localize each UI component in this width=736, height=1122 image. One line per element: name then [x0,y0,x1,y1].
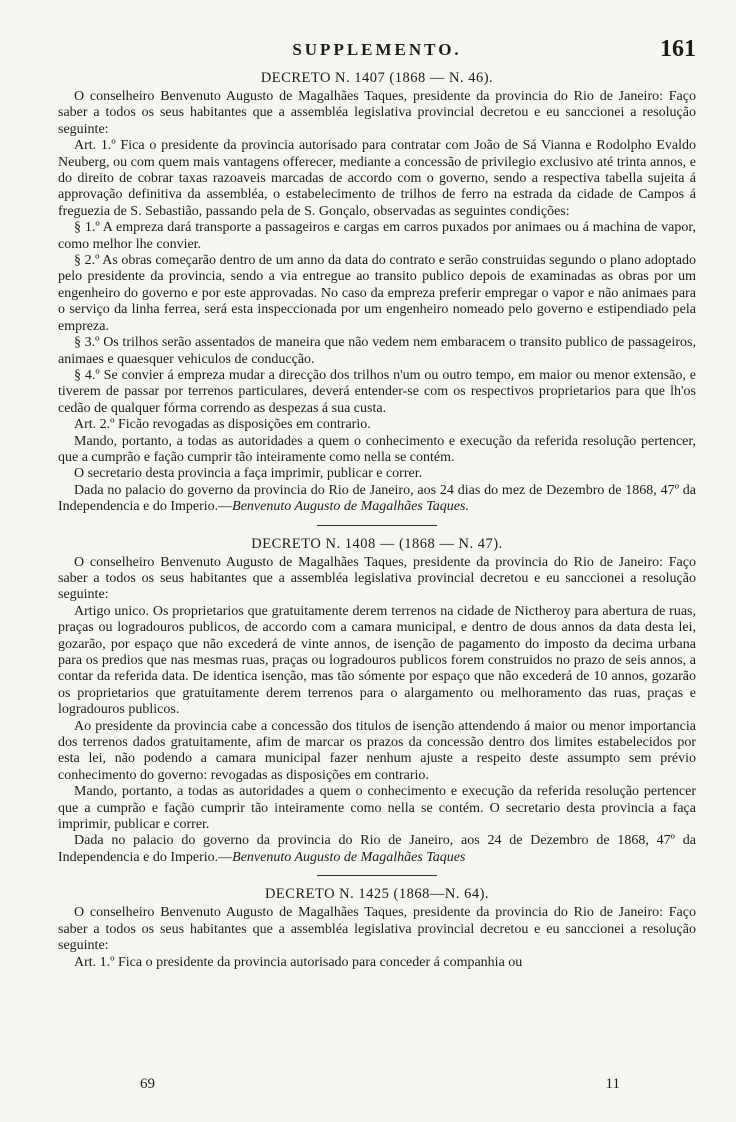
article-2: Art. 2.º Ficão revogadas as disposições em contrario. [74,417,371,433]
single-article: Artigo unico. Os proprietarios que gratuitamente derem terrenos na cidade de Nictheroy para abertura de ruas, praças ou logradouros publicos, de accordo com a camara municipal, e dentro de dous annos da data desta lei, gozarão, por espaço que não excederá de vinte annos, de isenção de pagamento do imposto da decima urbana para os predios que nas mesmas ruas, praças ou logradouros publicos forem construidos no prazo de seis annos, a contar da referida data. De identica isenção, mas tão sómente por espaço que não excederá de 10 annos, gozarão os proprietarios que gratuitamente derem terrenos para o alargamento ou melhoramento das ruas, praças e logradouros publicos. [58,603,696,718]
article-1: Art. 1.º Fica o presidente da provincia autorisado para conceder á companhia ou [74,954,523,970]
preamble: O conselheiro Benvenuto Augusto de Magalhães Taques, presidente da provincia do Rio de Janeiro: Faço saber a todos os seus habitantes que a assembléa legislativa provincial decretou e eu sanccionei a resolução seguinte: [58,905,696,954]
dating-text: Dada no palacio do governo da provincia do Rio de Janeiro, aos 24 dias do mez de Dezembro de 1868, 47º da Independencia e do Imperio.— [58,482,696,515]
signature-mark-right: 11 [605,1076,620,1092]
signature: Benvenuto Augusto de Magalhães Taques [232,849,466,865]
separator-rule [317,525,437,526]
paragraph-1: § 1.º A empreza dará transporte a passageiros e cargas em carros puxados por animaes ou á machina de vapor, como melhor lhe convier. [58,220,696,252]
concession-clause: Ao presidente da provincia cabe a concessão dos titulos de isenção attendendo á maior ou menor importancia dos terrenos dados gratuitamente, afim de marcar os prazos da concessão dentro dos limites estabelecidos por esta lei, não podendo a camara municipal fazer nenhum ajuste a respeito deste assumpto sem prévio conhecimento do governo: revogadas as disposições em contrario. [58,718,696,783]
preamble: O conselheiro Benvenuto Augusto de Magalhães Taques, presidente da provincia do Rio de Janeiro: Faço saber a todos os seus habitantes que a assembléa legislativa provincial decretou e eu sanccionei a resolução seguinte: [58,89,696,137]
publication-order: O secretario desta provincia a faça imprimir, publicar e correr. [74,466,423,482]
mandate-text: Mando, portanto, a todas as autoridades a quem o conhecimento e execução da referida resolução pertencer, que a cumprão e fação cumprir tão inteiramente como nella se contém. [58,433,696,465]
page-header [58,36,696,68]
decree-title: DECRETO N. 1407 (1868 — N. 46). [260,70,494,86]
article-1: Art. 1.º Fica o presidente da provincia autorisado para contratar com João de Sá Vianna e Rodolpho Evaldo Neuberg, ou com quem mais vantagens offerecer, mediante a concessão de privilegio exclusivo até trinta annos, e do direito de cobrar taxas razoaveis marcadas de accordo com o governo, sendo a respectiva tabella sujeita á approvação definitiva da assembléa, o estabelecimento de trilhos de ferro na estrada da cidade de Campos á freguezia de S. Sebastião, passando pela de S. Gonçalo, observadas as seguintes condições: [58,138,696,219]
signature-mark-left: 69 [140,1076,155,1092]
running-title: SUPPLEMENTO. [292,40,462,59]
paragraph-2: § 2.º As obras começarão dentro de um anno da data do contrato e serão construidas segundo o plano adoptado pelo presidente da provincia, sendo a via entregue ao transito publico depois de examinadas as obras por um engenheiro do governo e por este approvadas. No caso da empreza preferir empregar o vapor e não animaes para o serviço da linha ferrea, será esta inspeccionada por um engenheiro nomeado pelo governo e estipendiado pela empreza. [58,253,696,334]
decree-title: DECRETO N. 1425 (1868—N. 64). [264,886,490,903]
decree-title: DECRETO N. 1408 — (1868 — N. 47). [251,535,503,552]
page-number: 161 [660,36,696,62]
dating-text: Dada no palacio do governo da provincia do Rio de Janeiro, aos 24 de Dezembro de 1868, 47º da Independencia e do Imperio.— [58,833,696,865]
separator-rule [317,875,437,876]
decree-1407 [58,70,696,516]
preamble: O conselheiro Benvenuto Augusto de Magalhães Taques, presidente da provincia do Rio de Janeiro: Faço saber a todos os seus habitantes que a assembléa legislativa provincial decretou e eu sanccionei a resolução seguinte: [58,554,696,603]
decree-1408 [58,536,696,867]
page-footer [58,1076,696,1096]
paragraph-4: § 4.º Se convier á empreza mudar a direcção dos trilhos n'um ou outro tempo, em maior ou menor extensão, e tiverem de passar por terrenos particulares, deverá entender-se com os respectivos proprietarios para que lh'os cedão de qualquer fórma correndo as despezas á sua custa. [58,367,696,416]
decree-1425 [58,886,696,971]
dating-clause [58,833,696,866]
dating-clause [58,483,696,516]
mandate-text: Mando, portanto, a todas as autoridades a quem o conhecimento e execução da referida resolução pertencer que a cumprão e fação cumprir tão inteiramente como nella se contém. O secretario desta provincia a faça imprimir, publicar e correr. [58,784,696,833]
paragraph-3: § 3.º Os trilhos serão assentados de maneira que não vedem nem embaracem o transito publico de passageiros, animaes e quaesquer vehiculos de conducção. [58,335,696,367]
signature: Benvenuto Augusto de Magalhães Taques. [232,499,469,515]
